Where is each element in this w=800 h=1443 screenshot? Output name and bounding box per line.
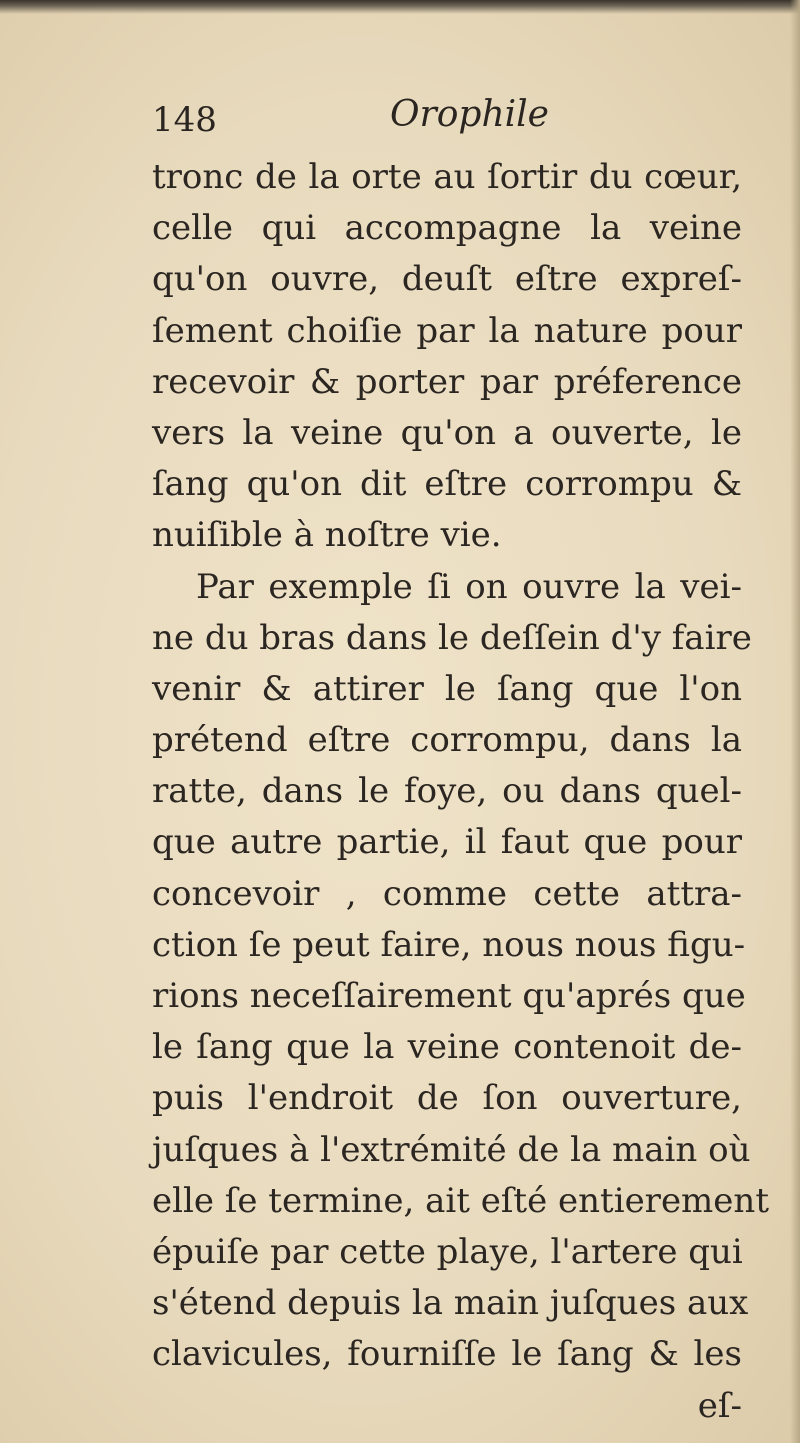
text-line-paragraph-start: Par exemple ſi on ouvre la vei- (196, 566, 742, 607)
page-right-edge (790, 0, 800, 1443)
text-line: ne du bras dans le deſſein d'y faire (152, 617, 752, 658)
text-line-paragraph-end: nuiſible à noſtre vie. (152, 515, 502, 556)
text-line: concevoir , comme cette attra- (152, 873, 742, 914)
text-line: clavicules, fourniſſe le ſang & les (152, 1334, 742, 1375)
page-header (152, 92, 752, 148)
text-line: prétend eſtre corrompu, dans la (152, 720, 742, 761)
catchword: eſ- (697, 1385, 742, 1426)
text-line: épuiſe par cette playe, l'artere qui (152, 1231, 743, 1272)
text-line: qu'on ouvre, deuſt eſtre expreſ- (152, 259, 742, 300)
text-line: tronc de la orte au ſortir du cœur, (152, 157, 742, 197)
text-line: ratte, dans le foye, ou dans quel- (152, 771, 742, 812)
text-line: que autre partie, il faut que pour (152, 822, 742, 863)
text-line: ſang qu'on dit eſtre corrompu & (152, 464, 742, 505)
text-line: puis l'endroit de ſon ouverture, (152, 1078, 742, 1119)
text-line: vers la veine qu'on a ouverte, le (152, 412, 742, 453)
body-text (152, 152, 769, 1432)
page-number: 148 (152, 100, 217, 140)
text-line: juſques à l'extrémité de la main où (152, 1129, 751, 1170)
text-line: rions neceſſairement qu'aprés que (152, 976, 746, 1016)
text-line: s'étend depuis la main juſques aux (152, 1283, 749, 1324)
running-title: Orophile (390, 94, 549, 135)
text-line: ſement choiſie par la nature pour (152, 310, 742, 351)
text-line: venir & attirer le ſang que l'on (152, 668, 742, 709)
text-line: celle qui accompagne la veine (152, 208, 742, 249)
text-line: recevoir & porter par préference (152, 361, 742, 402)
text-line: le ſang que la veine contenoit de- (152, 1027, 742, 1068)
text-line: ction ſe peut faire, nous nous figu- (152, 924, 746, 965)
text-line: elle ſe termine, ait eſté entierement (152, 1180, 769, 1221)
page-top-edge (0, 0, 800, 14)
